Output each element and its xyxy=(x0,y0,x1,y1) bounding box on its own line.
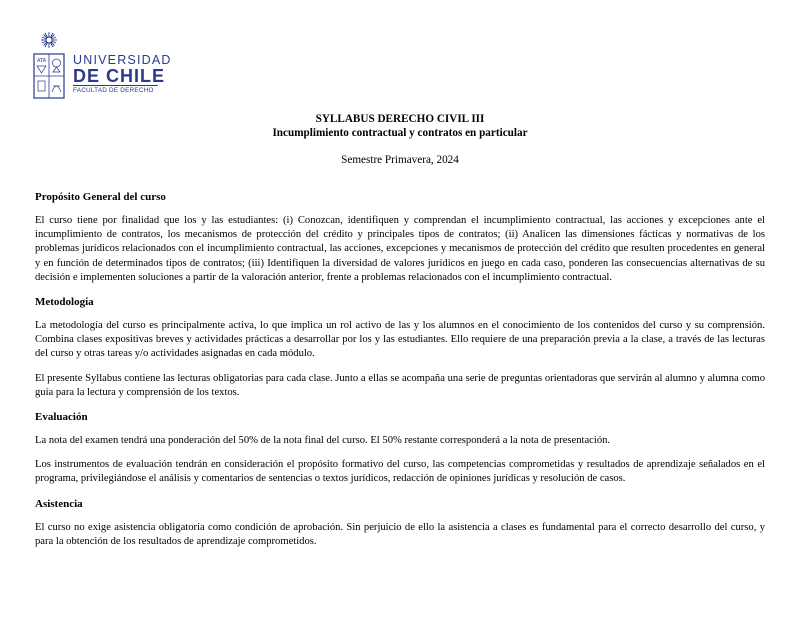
logo-university-text: UNIVERSIDAD xyxy=(73,53,172,67)
section-heading: Asistencia xyxy=(35,497,83,510)
section-heading: Metodología xyxy=(35,296,94,309)
document-body xyxy=(35,190,765,559)
semester-label: Semestre Primavera, 2024 xyxy=(341,154,459,166)
logo-de-chile-text: DE CHILE xyxy=(73,66,166,86)
logo-faculty-text: FACULTAD DE DERECHO xyxy=(73,85,158,95)
section-metodologia xyxy=(35,295,765,400)
document-title: SYLLABUS DERECHO CIVIL III xyxy=(315,113,485,125)
section-proposito xyxy=(35,190,765,285)
paragraph: La nota del examen tendrá una ponderación del 50% de la nota final del curso. El 50% restante corresponderá a la nota de presentación. xyxy=(35,435,611,447)
emblem-letters: ATA xyxy=(36,58,47,64)
section-asistencia xyxy=(35,497,765,549)
paragraph: El presente Syllabus contiene las lecturas obligatorias para cada clase. Junto a ellas se acompaña una serie de preguntas orientadoras que servirán al alumno y alumna como guía para la lectura y comprensión de los textos. xyxy=(35,372,765,398)
university-logo xyxy=(33,30,172,102)
paragraph: Los instrumentos de evaluación tendrán en consideración el propósito formativo del curso, las competencias comprometidas y resultados de aprendizaje señalados en el programa, privilegiándose el análisis y comentarios de sentencias o textos jurídicos, redacción de opiniones jurídicas y resolución de casos. xyxy=(35,459,765,485)
section-heading: Propósito General del curso xyxy=(35,191,166,203)
section-heading: Evaluación xyxy=(35,411,88,424)
paragraph: El curso no exige asistencia obligatoria como condición de aprobación. Sin perjuicio de ello la asistencia a clases es fundamental para el correcto desarrollo del curso, y para la obtención de los resultados de aprendizaje comprometidos. xyxy=(35,521,765,547)
university-emblem-icon xyxy=(33,30,65,102)
section-evaluacion xyxy=(35,410,765,487)
document-subtitle: Incumplimiento contractual y contratos en particular xyxy=(272,127,528,139)
paragraph: El curso tiene por finalidad que los y las estudiantes: (i) Conozcan, identifiquen y comprendan el incumplimiento contractual, las acciones y excepciones ante el incumplimiento de contratos, los mecanismos de protección del crédito y principales tipos de contratos; (ii) Analicen las dimensiones fácticas y normativas de los problemas jurídicos relacionados con el incumplimiento contractual, las acciones, excepciones y mecanismos de protección del crédito que resulten procedentes en general y en función de determinados tipos de contratos; (iii) Identifiquen la diversidad de valores jurídicos en juego en cada caso, ponderen las consecuencias alternativas de su decisión e implementen soluciones a partir de la valoración anterior, frente a problemas relacionados con el incumplimiento contractual. xyxy=(35,215,765,283)
logo-wordmark xyxy=(73,53,172,95)
paragraph: La metodología del curso es principalmente activa, lo que implica un rol activo de las y los alumnos en el conocimiento de los contenidos del curso y su comprensión. Combina clases expositivas breves y actividades prácticas a desarrollar por los y las estudiantes. Ello requiere de una preparación previa a la clase, a través de las lecturas del curso y otras tareas y/o actividades asignadas en cada módulo. xyxy=(35,320,765,360)
